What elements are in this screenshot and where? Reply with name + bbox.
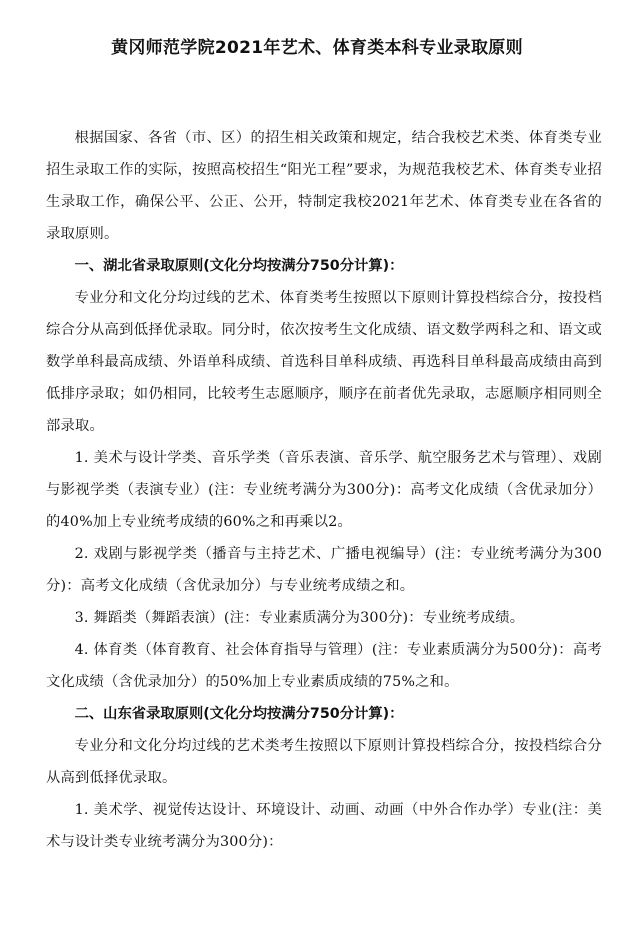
section-heading-hubei: 一、湖北省录取原则(文化分均按满分750分计算)： (74, 258, 404, 274)
shandong-rule-paragraph: 专业分和文化分均过线的艺术类考生按照以下原则计算投档综合分，按投档综合分从高到低择优录取。 (46, 738, 602, 786)
hubei-item-2: 2. 戏剧与影视学类（播音与主持艺术、广播电视编导）(注：专业统考满分为300分)：高考文化成绩（含优录加分）与专业统考成绩之和。 (46, 546, 602, 594)
document-title: 黄冈师范学院2021年艺术、体育类本科专业录取原则 (111, 38, 523, 58)
hubei-item-3: 3. 舞蹈类（舞蹈表演）(注：专业素质满分为300分)：专业统考成绩。 (74, 610, 525, 626)
shandong-item-1: 1. 美术学、视觉传达设计、环境设计、动画、动画（中外合作办学）专业(注：美术与设计类专业统考满分为300分)： (46, 802, 602, 850)
hubei-item-1: 1. 美术与设计学类、音乐学类（音乐表演、音乐学、航空服务艺术与管理）、戏剧与影视学类（表演专业）(注：专业统考满分为300分)：高考文化成绩（含优录加分）的40%加上专业统考成绩的60%之和再乘以2。 (46, 450, 602, 530)
intro-paragraph: 根据国家、各省（市、区）的招生相关政策和规定，结合我校艺术类、体育类专业招生录取工作的实际，按照高校招生“阳光工程”要求，为规范我校艺术、体育类专业招生录取工作，确保公平、公正、公开，特制定我校2021年艺术、体育类专业在各省的录取原则。 (46, 130, 602, 242)
section-heading-shandong: 二、山东省录取原则(文化分均按满分750分计算)： (74, 706, 404, 722)
document-body (46, 122, 602, 858)
hubei-item-4: 4. 体育类（体育教育、社会体育指导与管理）(注：专业素质满分为500分)：高考文化成绩（含优录加分）的50%加上专业素质成绩的75%之和。 (46, 642, 602, 690)
hubei-rule-paragraph: 专业分和文化分均过线的艺术、体育类考生按照以下原则计算投档综合分，按投档综合分从高到低择优录取。同分时，依次按考生文化成绩、语文数学两科之和、语文或数学单科最高成绩、外语单科成绩、首选科目单科成绩、再选科目单科最高成绩由高到低排序录取；如仍相同，比较考生志愿顺序，顺序在前者优先录取，志愿顺序相同则全部录取。 (46, 290, 602, 434)
